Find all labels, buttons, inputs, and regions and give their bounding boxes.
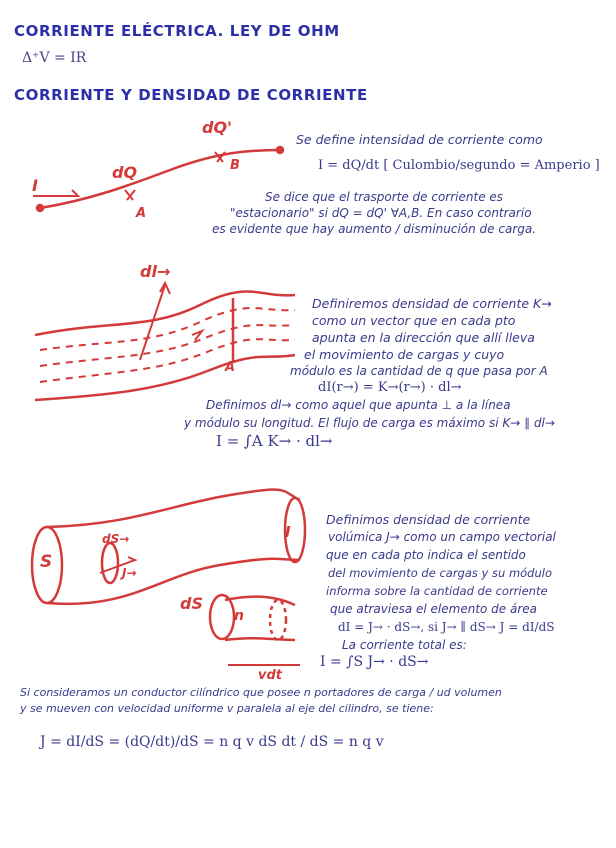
fig1-text-3: Se dice que el trasporte de corriente es (265, 190, 504, 204)
fig3-text-6: que atraviesa el elemento de área (330, 602, 538, 616)
fig2-text-5: módulo es la cantidad de q que pasa por A (290, 364, 548, 378)
fig3-text-3: que en cada pto indica el sentido (326, 548, 526, 562)
fig2-text-2: como un vector que en cada pto (312, 313, 516, 328)
fig3-text-5: informa sobre la cantidad de corriente (326, 584, 548, 598)
current-i-label-2: I (285, 523, 291, 541)
ohm-law-formula: Δ⁺V = IR (22, 50, 87, 66)
dq-label: dQ (112, 163, 138, 182)
surface-s-label: S (40, 552, 53, 572)
fig2-di-formula: dI(r→) = K→(r→) · dl→ (318, 380, 462, 395)
fig3-text-2: volúmica J→ como un campo vectorial (328, 530, 556, 544)
bottom-text-1: Si consideramos un conductor cilíndrico que posee n portadores de carga / ud volumen (20, 686, 502, 699)
vdt-label: vdt (258, 668, 282, 683)
fig1-current-definition: I = dQ/dt [ Culombio/segundo = Amperio ] (318, 158, 600, 173)
density-n-label: n (234, 608, 244, 624)
wire-diagram (33, 147, 283, 211)
fig3-text-8: La corriente total es: (342, 638, 467, 652)
fig1-text-4: "estacionario" si dQ = dQ' ∀A,B. En caso contrario (230, 206, 532, 220)
dqprime-label: dQ' (202, 118, 232, 137)
point-b-label: B (230, 158, 240, 173)
page-title: CORRIENTE ELÉCTRICA. LEY DE OHM (14, 22, 340, 40)
bottom-j-formula: J = dI/dS = (dQ/dt)/dS = n q v dS dt / dS = n q v (40, 734, 384, 750)
section-a-label: A (225, 360, 236, 375)
point-a-label: A (136, 206, 147, 221)
fig2-text-7: Definimos dl→ como aquel que apunta ⊥ a la línea (206, 398, 511, 412)
current-i-label: I (32, 176, 38, 195)
fig1-text-1: Se define intensidad de corriente como (296, 132, 543, 147)
fig2-integral-formula: I = ∫A K→ · dl→ (216, 432, 333, 450)
dl-vector-label: dl→ (140, 262, 171, 281)
fig2-text-8: y módulo su longitud. El flujo de carga es máximo si K→ ∥ dl→ (184, 416, 555, 430)
fig3-di-formula: dI = J→ · dS→, si J→ ∥ dS→ J = dI/dS (338, 620, 555, 634)
fig3-text-4: del movimiento de cargas y su módulo (328, 566, 553, 580)
fig2-text-1: Definiremos densidad de corriente K→ (312, 296, 552, 311)
bottom-text-2: y se mueven con velocidad uniforme v paralela al eje del cilindro, se tiene: (20, 702, 434, 715)
fig3-integral-formula: I = ∫S J→ · dS→ (320, 654, 429, 670)
fig2-text-4: el movimiento de cargas y cuyo (304, 347, 505, 362)
cylinder-diagram (32, 490, 305, 665)
fig3-text-1: Definimos densidad de corriente (326, 512, 531, 527)
fig2-text-3: apunta en la dirección que allí lleva (312, 330, 535, 345)
j-vector-label: J→ (122, 566, 137, 580)
ds-label: dS (180, 594, 203, 613)
section-title: CORRIENTE Y DENSIDAD DE CORRIENTE (14, 86, 368, 104)
fig1-text-5: es evidente que hay aumento / disminución de carga. (212, 222, 537, 236)
current-tube-diagram (35, 283, 295, 400)
ds-vector-label: dS→ (102, 532, 130, 546)
